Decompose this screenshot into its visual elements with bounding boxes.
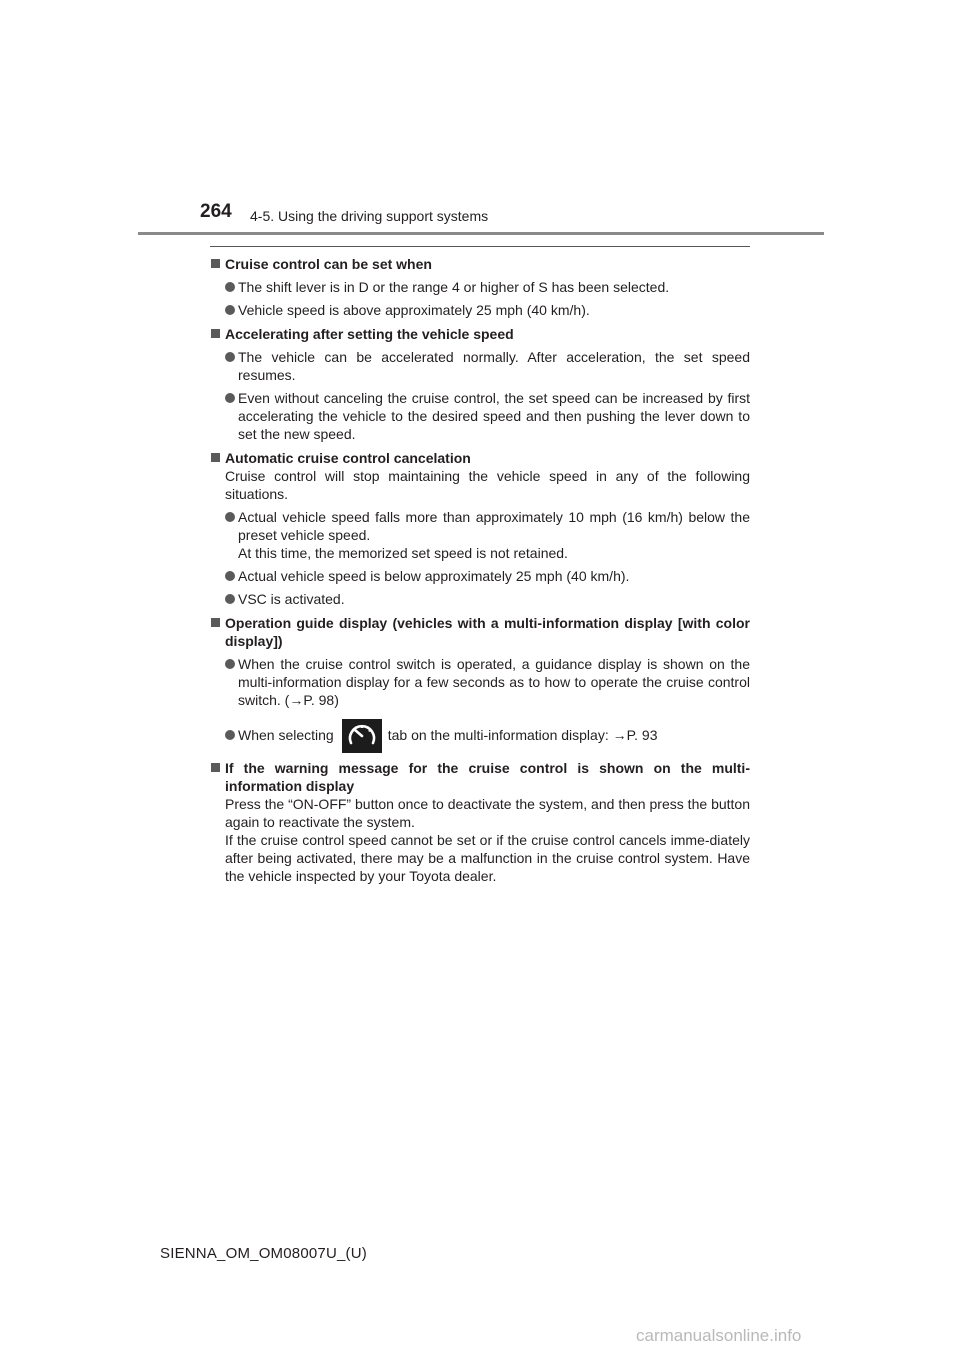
list-item: Actual vehicle speed is below approximately 25 mph (40 km/h). [225, 567, 750, 585]
circle-bullet-icon [225, 282, 235, 292]
watermark[interactable]: carmanualsonline.info [636, 1326, 802, 1345]
square-bullet-icon [211, 329, 220, 338]
circle-bullet-icon [225, 571, 235, 581]
section-heading: Operation guide display (vehicles with a multi-information display [with color display]) [225, 615, 750, 649]
section-cruise-set-conditions [210, 255, 750, 319]
list-item: Actual vehicle speed falls more than approximately 10 mph (16 km/h) below the preset vehicle speed. At this time, the memorized set speed is not retained. [225, 508, 750, 562]
circle-bullet-icon [225, 594, 235, 604]
list-item: Even without canceling the cruise control, the set speed can be increased by first accelerating the vehicle to the desired speed and then pushing the lever down to set the new speed. [225, 389, 750, 443]
header-rule [138, 232, 824, 235]
list-item: When selecting tab on the multi-information display: →P. 93 [225, 718, 750, 753]
square-bullet-icon [211, 259, 220, 268]
section-heading: Cruise control can be set when [225, 256, 432, 272]
square-bullet-icon [211, 763, 220, 772]
content-divider [210, 246, 750, 247]
circle-bullet-icon [225, 512, 235, 522]
list-item: The vehicle can be accelerated normally. After acceleration, the set speed resumes. [225, 348, 750, 384]
list-item: The shift lever is in D or the range 4 or higher of S has been selected. [225, 278, 750, 296]
circle-bullet-icon [225, 393, 235, 403]
section-paragraph: Press the “ON-OFF” button once to deactivate the system, and then press the button again to reactivate the system. [225, 796, 750, 831]
section-warning-message [210, 759, 750, 885]
section-heading: If the warning message for the cruise control is shown on the multi-information display [225, 760, 750, 795]
square-bullet-icon [211, 453, 220, 462]
section-heading: Automatic cruise control cancelation [225, 450, 471, 466]
square-bullet-icon [211, 618, 220, 627]
footer-document-code: SIENNA_OM_OM08007U_(U) [160, 1245, 367, 1262]
list-item: Vehicle speed is above approximately 25 mph (40 km/h). [225, 301, 750, 319]
section-intro: Cruise control will stop maintaining the vehicle speed in any of the following situations. [225, 468, 750, 502]
page-number: 264 [200, 201, 232, 222]
section-paragraph: If the cruise control speed cannot be set or if the cruise control cancels imme-diately after being activated, there may be a malfunction in the cruise control system. Have the vehicle inspected by your Toyota dealer. [225, 832, 750, 885]
circle-bullet-icon [225, 305, 235, 315]
page-content [210, 255, 750, 891]
section-heading: Accelerating after setting the vehicle speed [225, 326, 514, 342]
section-title: 4-5. Using the driving support systems [250, 208, 489, 224]
cruise-control-tab-icon [342, 719, 382, 753]
circle-bullet-icon [225, 352, 235, 362]
section-accelerating [210, 325, 750, 443]
circle-bullet-icon [225, 659, 235, 669]
list-item: VSC is activated. [225, 590, 750, 608]
circle-bullet-icon [225, 730, 235, 740]
list-item: When the cruise control switch is operated, a guidance display is shown on the multi-information display for a few seconds as to how to operate the cruise control switch. (→P. 98) [225, 655, 750, 709]
section-automatic-cancelation [210, 449, 750, 608]
section-operation-guide [210, 614, 750, 753]
